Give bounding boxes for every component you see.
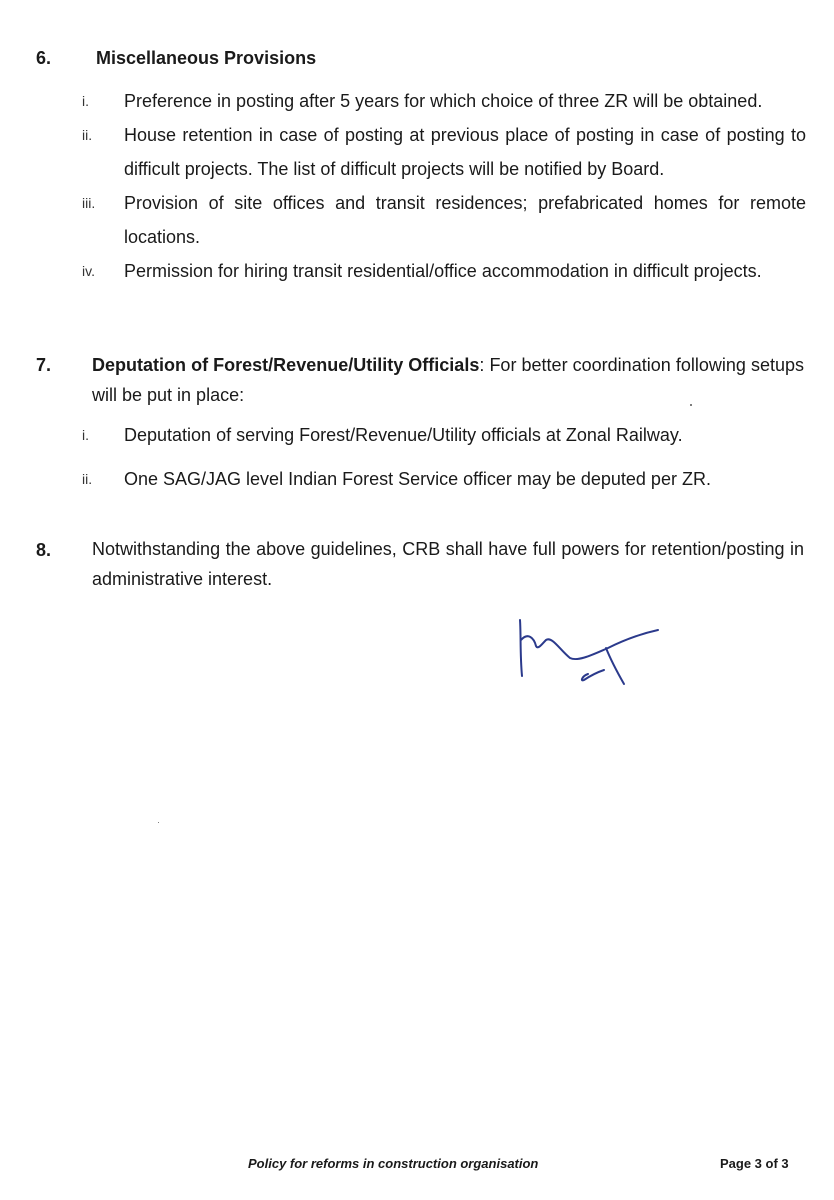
section-number: 8. — [36, 540, 52, 560]
item-text: Permission for hiring transit residential/office accommodation in difficult projects. — [124, 261, 762, 281]
footer-title: Policy for reforms in construction organisation — [248, 1156, 539, 1171]
scan-speck — [690, 404, 692, 406]
section-title: Deputation of Forest/Revenue/Utility Officials — [92, 355, 480, 375]
scan-speck — [158, 822, 159, 823]
item-numeral: ii. — [82, 127, 93, 143]
section-paragraph: Notwithstanding the above guidelines, CRB shall have full powers for retention/posting in administrative interest. — [92, 539, 804, 589]
item-numeral: i. — [82, 93, 89, 109]
signature-mark — [508, 610, 668, 690]
page-number: Page 3 of 3 — [720, 1156, 789, 1171]
section-lead: : For better coordination following setups will be put in place: — [92, 355, 804, 405]
item-text: Deputation of serving Forest/Revenue/Utility officials at Zonal Railway. — [124, 425, 683, 445]
section-number: 6. — [36, 48, 52, 68]
item-text: House retention in case of posting at previous place of posting in case of posting to difficult projects. The list of difficult projects will be notified by Board. — [124, 125, 806, 179]
section-number: 7. — [36, 355, 52, 375]
item-numeral: iii. — [82, 195, 96, 211]
item-numeral: iv. — [82, 263, 95, 279]
item-text: Provision of site offices and transit residences; prefabricated homes for remote locations. — [124, 193, 806, 247]
section-title: Miscellaneous Provisions — [96, 48, 317, 68]
item-text: Preference in posting after 5 years for which choice of three ZR will be obtained. — [124, 91, 763, 111]
item-numeral: i. — [82, 427, 89, 443]
item-text: One SAG/JAG level Indian Forest Service officer may be deputed per ZR. — [124, 469, 711, 489]
item-numeral: ii. — [82, 471, 93, 487]
section-lead-paragraph — [92, 350, 804, 410]
